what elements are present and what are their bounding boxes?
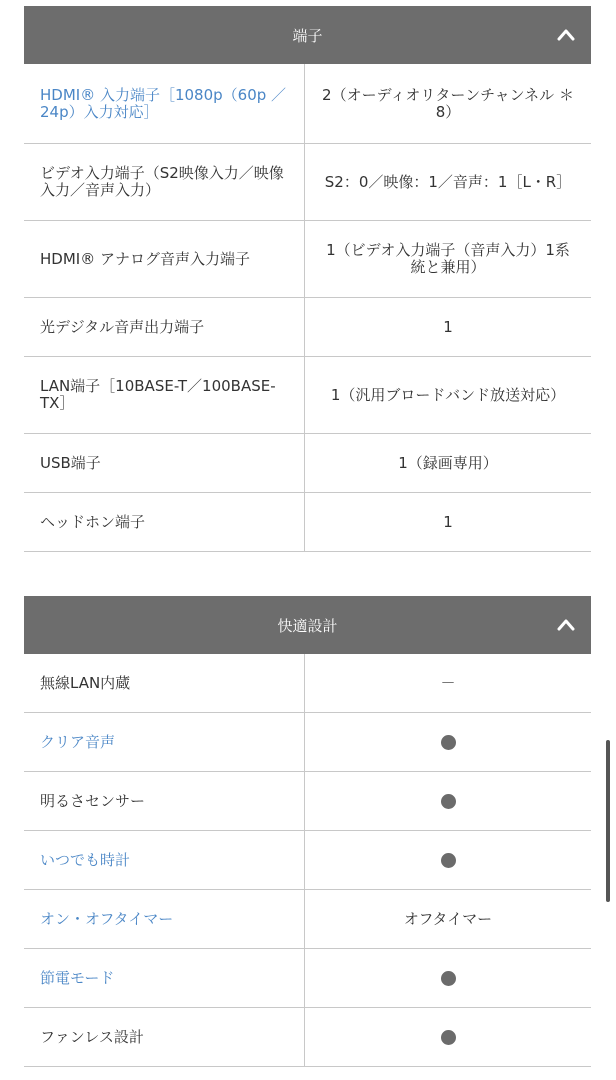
row-label <box>24 298 305 356</box>
table-row <box>24 493 591 552</box>
table-row <box>24 357 591 434</box>
row-label <box>24 1008 305 1066</box>
row-value <box>305 654 591 712</box>
filled-circle-icon <box>441 735 456 750</box>
filled-circle-icon <box>441 1030 456 1045</box>
row-value <box>305 434 591 492</box>
table-row <box>24 654 591 713</box>
row-label <box>24 493 305 551</box>
row-value-text: オフタイマー <box>403 909 493 928</box>
row-label <box>24 357 305 433</box>
row-value <box>305 890 591 948</box>
row-value <box>305 493 591 551</box>
row-label-text: USB端子 <box>40 453 101 472</box>
section-header-terminals[interactable] <box>24 6 591 64</box>
spec-section-terminals <box>24 6 591 552</box>
row-label-text: 光デジタル音声出力端子 <box>40 317 205 336</box>
row-label-link[interactable] <box>24 890 305 948</box>
table-row <box>24 772 591 831</box>
row-label-link[interactable] <box>24 713 305 771</box>
chevron-up-icon[interactable] <box>555 24 577 46</box>
row-value-text: 1（ビデオ入力端子（音声入力）1系統と兼用） <box>326 241 570 276</box>
row-label[interactable]: オン・オフタイマー <box>40 909 174 928</box>
row-label <box>24 144 305 220</box>
table-row <box>24 298 591 357</box>
chevron-up-icon[interactable] <box>555 614 577 636</box>
table-row <box>24 64 591 144</box>
row-value-text: 1（汎用ブロードバンド放送対応） <box>330 385 566 404</box>
row-label-link[interactable] <box>24 949 305 1007</box>
section-title: 端子 <box>292 26 323 45</box>
row-label-text: LAN端子［10BASE-T／100BASE-TX］ <box>40 377 276 412</box>
row-label[interactable]: いつでも時計 <box>40 850 131 869</box>
row-value <box>305 298 591 356</box>
row-value-text: 1 <box>443 512 453 531</box>
table-row <box>24 890 591 949</box>
row-label-text: HDMI® アナログ音声入力端子 <box>40 249 250 268</box>
table-row <box>24 1008 591 1067</box>
row-value <box>305 772 591 830</box>
row-label <box>24 434 305 492</box>
table-row <box>24 434 591 493</box>
row-value <box>305 357 591 433</box>
row-value-text: 1（録画専用） <box>398 453 498 472</box>
scrollbar-thumb[interactable] <box>606 740 610 902</box>
row-label-text: ヘッドホン端子 <box>40 512 146 531</box>
spec-section-comfort <box>24 596 591 1067</box>
row-label[interactable]: クリア音声 <box>40 732 116 751</box>
row-label <box>24 221 305 297</box>
row-label-text: ビデオ入力端子（S2映像入力／映像入力／音声入力） <box>40 164 284 199</box>
row-label-link[interactable] <box>24 831 305 889</box>
row-value <box>305 64 591 143</box>
row-value <box>305 144 591 220</box>
row-value-text: 1 <box>443 317 453 336</box>
table-row <box>24 221 591 298</box>
row-value-text: 2（オーディオリターンチャンネル ＊8） <box>322 85 574 121</box>
table-row <box>24 949 591 1008</box>
row-value-text: S2：0／映像：1／音声：1［L・R］ <box>324 172 572 191</box>
row-label <box>24 654 305 712</box>
row-value <box>305 713 591 771</box>
row-label-text: ファンレス設計 <box>40 1027 144 1046</box>
filled-circle-icon <box>441 794 456 809</box>
table-row <box>24 144 591 221</box>
table-row <box>24 713 591 772</box>
row-label[interactable]: HDMI® 入力端子［1080p（60p ／24p）入力対応］ <box>40 85 287 121</box>
row-label-text: 無線LAN内蔵 <box>40 673 131 692</box>
row-label-link[interactable] <box>24 64 305 143</box>
row-label-text: 明るさセンサー <box>40 791 146 810</box>
row-label[interactable]: 節電モード <box>40 968 115 987</box>
row-value-text: － <box>440 673 456 692</box>
filled-circle-icon <box>441 853 456 868</box>
section-title: 快適設計 <box>277 616 338 635</box>
row-value <box>305 831 591 889</box>
row-value <box>305 221 591 297</box>
table-row <box>24 831 591 890</box>
row-label <box>24 772 305 830</box>
filled-circle-icon <box>441 971 456 986</box>
row-value <box>305 1008 591 1066</box>
section-header-comfort[interactable] <box>24 596 591 654</box>
row-value <box>305 949 591 1007</box>
